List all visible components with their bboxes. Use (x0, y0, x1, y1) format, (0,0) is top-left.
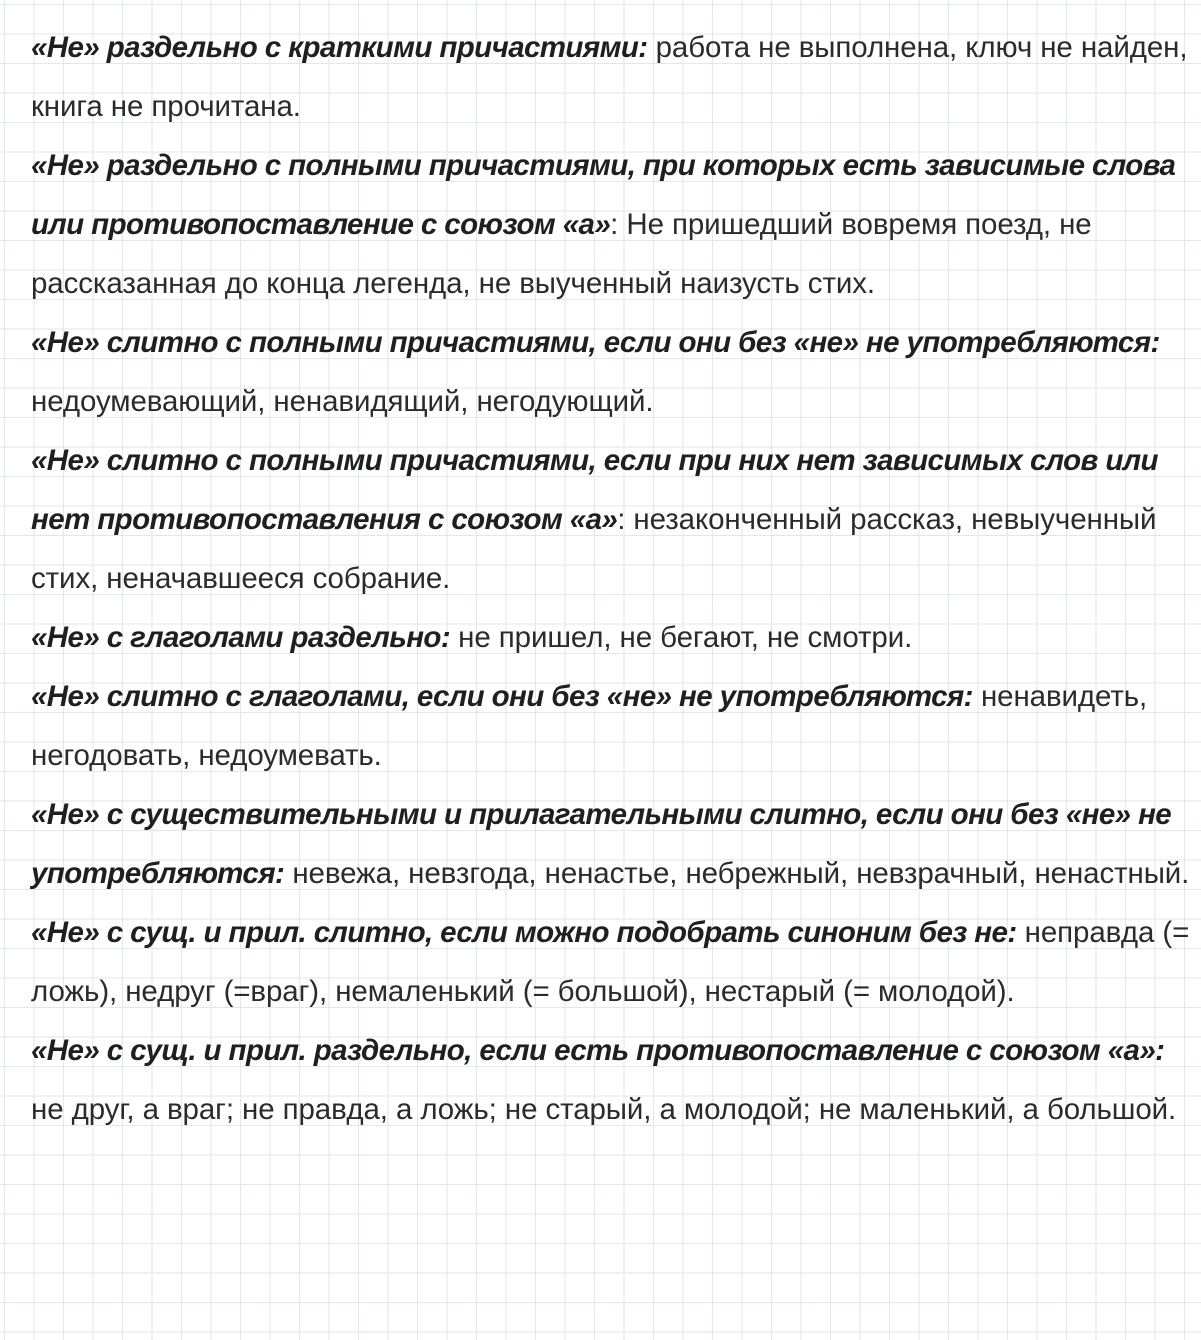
rule-paragraph (31, 18, 1191, 136)
rule-heading: «Не» раздельно с полными причастиями, при которых есть зависимые слова или противопоставление с союзом «а» (31, 149, 1176, 241)
rule-paragraph (31, 313, 1191, 431)
rule-heading: «Не» слитно с полными причастиями, если они без «не» не употребляются: (31, 326, 1160, 359)
rule-paragraph (31, 903, 1191, 1021)
rule-examples: : Не пришедший вовремя поезд, не рассказанная до конца легенда, не выученный наизусть стих. (31, 208, 1092, 300)
rules-sheet (31, 18, 1191, 1139)
rule-examples: : незаконченный рассказ, невыученный стих, неначавшееся собрание. (31, 503, 1157, 595)
rule-paragraph (31, 785, 1191, 903)
rule-examples: неправда (= ложь), недруг (=враг), немаленький (= большой), нестарый (= молодой). (31, 916, 1190, 1008)
rule-paragraph (31, 136, 1191, 313)
rule-heading: «Не» с сущ. и прил. слитно, если можно подобрать синоним без не: (31, 916, 1017, 949)
rule-examples: не друг, а враг; не правда, а ложь; не старый, а молодой; не маленький, а большой. (31, 1093, 1177, 1126)
rule-heading: «Не» раздельно с краткими причастиями: (31, 31, 648, 64)
rule-examples: ненавидеть, негодовать, недоумевать. (31, 680, 1148, 772)
rule-heading: «Не» с существительными и прилагательными слитно, если они без «не» не употребляются: (31, 798, 1172, 890)
rule-examples: не пришел, не бегают, не смотри. (450, 621, 913, 654)
rule-heading: «Не» с сущ. и прил. раздельно, если есть противопоставление с союзом «а»: (31, 1034, 1165, 1067)
rule-paragraph (31, 608, 1191, 667)
rule-examples: работа не выполнена, ключ не найден, книга не прочитана. (31, 31, 1188, 123)
rule-heading: «Не» слитно с полными причастиями, если при них нет зависимых слов или нет противопоставления с союзом «а» (31, 444, 1158, 536)
rule-heading: «Не» с глаголами раздельно: (31, 621, 451, 654)
rule-paragraph (31, 667, 1191, 785)
rule-paragraph (31, 1021, 1191, 1139)
rule-examples: недоумевающий, ненавидящий, негодующий. (31, 385, 654, 418)
rule-paragraph (31, 431, 1191, 608)
rule-examples: невежа, невзгода, ненастье, небрежный, невзрачный, ненастный. (284, 857, 1190, 890)
rule-heading: «Не» слитно с глаголами, если они без «не» не употребляются: (31, 680, 973, 713)
